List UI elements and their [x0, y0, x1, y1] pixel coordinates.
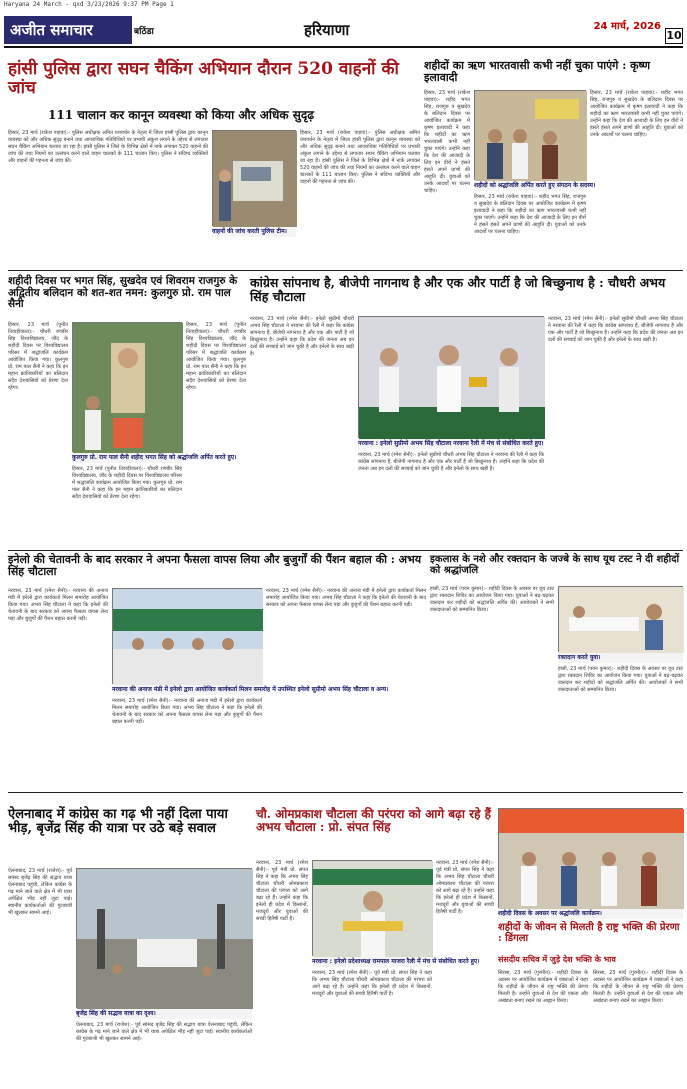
story-ellenabad [8, 808, 252, 1086]
news-photo [212, 130, 296, 226]
story-headline: ऐलनाबाद में कांग्रेस का गढ़ भी नहीं दिला पाया भीड़, बृजेंद्र सिंह की यात्रा पर उठे बड़े सवाल [8, 807, 228, 837]
issue-date: 24 मार्च, 2026 [593, 21, 661, 32]
story-headline: शहीदी दिवस पर भगत सिंह, सुखदेव एवं शिवराम राजगुरु के अद्वितीय बलिदान को शत-शत नमन: कुलगुरु प्रो. राम पाल सैनी [8, 275, 238, 311]
photo-caption: वाहनों की जांच करती पुलिस टीम। [212, 227, 296, 237]
story-body-mid: ऐलनाबाद, 23 मार्च (राजेश):- पूर्व सांसद बृजेंद्र सिंह की सद्भाव यात्रा ऐलनाबाद पहुंची, लेकिन कांग्रेस के गढ़ माने जाने वाले क्षेत्र में भी यात्रा अपेक्षित भीड़ नहीं जुटा पाई। स्थानीय कार्यकर्ताओं की गुटबाजी भी खुलकर सामने आई। [76, 1022, 252, 1042]
photo-caption: शहीदों को श्रद्धांजलि अर्पित करते हुए संगठन के सदस्य। [474, 182, 596, 189]
story-body-mid: हिसार, 23 मार्च (पुनीत तिवाड़ीवाला):- चौधरी रणबीर सिंह विश्वविद्यालय, जींद के शहीदी दिवस पर विश्वविद्यालय परिसर में श्रद्धांजलि कार्यक्रम आयोजित किया गया। कुलगुरु प्रो. राम पाल सैनी ने कहा कि इन महान क्रांतिकारियों का बलिदान सदैव देशवासियों को प्रेरणा देता रहेगा। [72, 466, 182, 500]
story-subhead: संसदीय सचिव में जुड़े देश भक्ति के भाव [498, 954, 616, 964]
story-body: हांसी, 23 मार्च (पवन कुमार):- शहीदी दिवस के अवसर पर यूथ टस्ट द्वारा रक्तदान शिविर का आयोजन किया गया। युवाओं ने बढ़-चढ़कर रक्तदान कर शहीदों को श्रद्धांजलि अर्पित की। आयोजकों ने सभी रक्तदाताओं को सम्मानित किया। [430, 586, 554, 613]
photo-caption: बृजेंद्र सिंह की सद्भाव यात्रा का दृश्य। [76, 1009, 252, 1019]
photo-caption: नरवाना : इनेलो प्रदेशाध्यक्ष रामपाल माजरा रैली में मंच से संबोधित करते हुए। [312, 958, 480, 965]
photo-caption: कुलगुरु प्रो. राम पाल सैनी शहीद भगत सिंह को श्रद्धांजलि अर्पित करते हुए। [72, 454, 237, 461]
story-body-right: नरवाना, 23 मार्च (रमेश सैनी):- पूर्व मंत्री प्रो. संपत सिंह ने कहा कि अभय सिंह चौटाला चौधरी ओमप्रकाश चौटाला की परंपरा को आगे बढ़ा रहे हैं। उन्होंने कहा कि इनेलो ही प्रदेश में किसानों, मजदूरों और युवाओं की सच्ची हितैषी पार्टी है। [436, 860, 495, 915]
story-headline: कांग्रेस सांपनाथ है, बीजेपी नागनाथ है और एक और पार्टी है जो बिच्छुनाथ है : चौधरी अभय सिंह चौटाला [250, 275, 666, 304]
story-body: हिसार, 23 मार्च (राकेश पाहवा):- शहीद भगत सिंह, राजगुरु व सुखदेव के बलिदान दिवस पर आयोजित कार्यक्रम में कृष्ण इलावादी ने कहा कि शहीदों का ऋण भारतवासी कभी नहीं चुका पाएंगे। उन्होंने कहा कि देश की आजादी के लिए इन वीरों ने हंसते हंसते अपने प्राणों की आहुति दी। युवाओं को उनके आदर्शों पर चलना चाहिए। [424, 90, 470, 194]
news-photo [498, 808, 683, 908]
story-body-right: नरवाना, 23 मार्च (रमेश सैनी):- इनेलो सुप्रीमो चौधरी अभय सिंह चौटाला ने नरवाना की रैली में कहा कि कांग्रेस सांपनाथ है, बीजेपी नागनाथ है और एक और पार्टी है जो बिच्छुनाथ है। उन्होंने कहा कि प्रदेश की जनता अब इन दलों की सच्चाई को जान चुकी है और इनेलो के साथ खड़ी है। [548, 316, 683, 343]
story-body-right: सिरसा, 23 मार्च (गुरमीत):- शहीदी दिवस के अवसर पर आयोजित कार्यक्रम में वक्ताओं ने कहा कि शहीदों के जीवन से राष्ट्र भक्ति की प्रेरणा मिलती है। उन्होंने युवाओं से देश की एकता और अखंडता बनाए रखने का आह्वान किया। [593, 970, 683, 1004]
story-body: सिरसा, 23 मार्च (गुरमीत):- शहीदी दिवस के अवसर पर आयोजित कार्यक्रम में वक्ताओं ने कहा कि शहीदों के जीवन से राष्ट्र भक्ति की प्रेरणा मिलती है। उन्होंने युवाओं से देश की एकता और अखंडता बनाए रखने का आह्वान किया। [498, 970, 588, 1004]
print-meta-line: Haryana 24 March - qxd 3/23/2026 9:37 PM Page 1 [4, 1, 174, 8]
story-shaheedi-diwas [8, 276, 246, 548]
masthead [4, 14, 683, 48]
news-photo [558, 586, 683, 652]
story-body: हिसार, 23 मार्च (राकेश पाहवा):- पुलिस अधीक्षक अमित यशवर्धन के नेतृत्व में जिला हांसी पुलिस द्वारा कानून व्यवस्था को और अधिक सुदृढ़ बनाने तथा आपराधिक गतिविधियों पर प्रभावी अंकुश लगाने के उद्देश्य से लगातार सघन चैकिंग अभियान चलाया जा रहा है। हांसी पुलिस ने जिले के विभिन्न क्षेत्रों में नाके लगाकर 520 वाहनों की जांच की तथा नियमों का उल्लंघन करने वाले वाहन चालकों के 111 चालान किए। पुलिस ने संदिग्ध व्यक्तियों और वाहनों की गहनता से जांच की। [8, 130, 208, 164]
story-headline: इनेलो की चेतावनी के बाद सरकार ने अपना फैसला वापस लिया और बुजुर्गों की पैंशन बहाल की : अभय सिंह चौटाला [8, 553, 422, 579]
story-body-mid: हिसार, 23 मार्च (राकेश पाहवा):- शहीद भगत सिंह, राजगुरु व सुखदेव के बलिदान दिवस पर आयोजित कार्यक्रम में कृष्ण इलावादी ने कहा कि शहीदों का ऋण भारतवासी कभी नहीं चुका पाएंगे। उन्होंने कहा कि देश की आजादी के लिए इन वीरों ने हंसते हंसते अपने प्राणों की आहुति दी। युवाओं को उनके आदर्शों पर चलना चाहिए। [474, 194, 586, 235]
story-body: हिसार, 23 मार्च (पुनीत तिवाड़ीवाला):- चौधरी रणबीर सिंह विश्वविद्यालय, जींद के शहीदी दिवस पर विश्वविद्यालय परिसर में श्रद्धांजलि कार्यक्रम आयोजित किया गया। कुलगुरु प्रो. राम पाल सैनी ने कहा कि इन महान क्रांतिकारियों का बलिदान सदैव देशवासियों को प्रेरणा देता रहेगा। [8, 322, 68, 391]
story-body-right: हिसार, 23 मार्च (राकेश पाहवा):- शहीद भगत सिंह, राजगुरु व सुखदेव के बलिदान दिवस पर आयोजित कार्यक्रम में कृष्ण इलावादी ने कहा कि शहीदों का ऋण भारतवासी कभी नहीं चुका पाएंगे। उन्होंने कहा कि देश की आजादी के लिए इन वीरों ने हंसते हंसते अपने प्राणों की आहुति दी। युवाओं को उनके आदर्शों पर चलना चाहिए। [590, 90, 683, 138]
story-body-right: हिसार, 23 मार्च (राकेश पाहवा):- पुलिस अधीक्षक अमित यशवर्धन के नेतृत्व में जिला हांसी पुलिस द्वारा कानून व्यवस्था को और अधिक सुदृढ़ बनाने तथा आपराधिक गतिविधियों पर प्रभावी अंकुश लगाने के उद्देश्य से लगातार सघन चैकिंग अभियान चलाया जा रहा है। हांसी पुलिस ने जिले के विभिन्न क्षेत्रों में नाके लगाकर 520 वाहनों की जांच की तथा नियमों का उल्लंघन करने वाले वाहन चालकों के 111 चालान किए। पुलिस ने संदिग्ध व्यक्तियों और वाहनों की गहनता से जांच की। [300, 130, 420, 185]
page-number: 10 [666, 29, 682, 42]
story-body: ऐलनाबाद, 23 मार्च (राजेश):- पूर्व सांसद बृजेंद्र सिंह की सद्भाव यात्रा ऐलनाबाद पहुंची, लेकिन कांग्रेस के गढ़ माने जाने वाले क्षेत्र में भी यात्रा अपेक्षित भीड़ नहीं जुटा पाई। स्थानीय कार्यकर्ताओं की गुटबाजी भी खुलकर सामने आई। [8, 868, 72, 916]
photo-caption: नरवाना की अनाज मंडी में इनेलो द्वारा आयोजित कार्यकर्ता मिलन समारोह में उपस्थित इनेलो सुप्रीमो अभय सिंह चौटाला व अन्य। [112, 686, 389, 693]
column-rule [8, 792, 683, 793]
story-subhead: 111 चालान कर कानून व्यवस्था को किया और अधिक सुदृढ़ [48, 108, 315, 122]
edition-city: बठिंडा [134, 27, 154, 37]
story-headline: शहीदों के जीवन से मिलती है राष्ट्र भक्ति की प्रेरणा : डिंगला [498, 922, 680, 944]
column-rule [8, 270, 683, 271]
story-youth-trust [430, 554, 683, 790]
column-rule [8, 550, 683, 551]
story-body-right: हिसार, 23 मार्च (पुनीत तिवाड़ीवाला):- चौधरी रणबीर सिंह विश्वविद्यालय, जींद के शहीदी दिवस पर विश्वविद्यालय परिसर में श्रद्धांजलि कार्यक्रम आयोजित किया गया। कुलगुरु प्रो. राम पाल सैनी ने कहा कि इन महान क्रांतिकारियों का बलिदान सदैव देशवासियों को प्रेरणा देता रहेगा। [186, 322, 246, 391]
story-body-right: हांसी, 23 मार्च (पवन कुमार):- शहीदी दिवस के अवसर पर यूथ टस्ट द्वारा रक्तदान शिविर का आयोजन किया गया। युवाओं ने बढ़-चढ़कर रक्तदान कर शहीदों को श्रद्धांजलि अर्पित की। आयोजकों ने सभी रक्तदाताओं को सम्मानित किया। [558, 666, 683, 693]
photo-caption: शहीदी दिवस के अवसर पर श्रद्धांजलि कार्यक्रम। [498, 909, 683, 919]
story-pension-bahal [8, 554, 426, 790]
story-hansi-police [8, 60, 420, 268]
story-body: नरवाना, 23 मार्च (रमेश सैनी):- पूर्व मंत्री प्रो. संपत सिंह ने कहा कि अभय सिंह चौटाला चौधरी ओमप्रकाश चौटाला की परंपरा को आगे बढ़ा रहे हैं। उन्होंने कहा कि इनेलो ही प्रदेश में किसानों, मजदूरों और युवाओं की सच्ची हितैषी पार्टी है। [256, 860, 308, 922]
news-photo [72, 322, 182, 452]
photo-caption: नरवाना : इनेलो सुप्रीमो अभय सिंह चौटाला नरवाना रैली में मंच से संबोधित करते हुए। [358, 440, 544, 447]
story-headline: हांसी पुलिस द्वारा सघन चैकिंग अभियान दौरान 520 वाहनों की जांच [8, 59, 399, 98]
story-body-right: नरवाना, 23 मार्च (रमेश सैनी):- नरवाना की अनाज मंडी में इनेलो द्वारा कार्यकर्ता मिलन समारोह आयोजित किया गया। अभय सिंह चौटाला ने कहा कि इनेलो की चेतावनी के बाद सरकार को अपना फैसला वापस लेना पड़ा और बुजुर्गों की पैंशन बहाल करनी पड़ी। [266, 588, 426, 608]
story-abhay-chautala-rally [250, 276, 683, 548]
news-photo [112, 588, 262, 684]
news-photo [358, 316, 544, 438]
story-headline: शहीदों का ऋण भारतवासी कभी नहीं चुका पाएंगे : कृष्ण इलावादी [424, 59, 651, 85]
story-body: नरवाना, 23 मार्च (रमेश सैनी):- नरवाना की अनाज मंडी में इनेलो द्वारा कार्यकर्ता मिलन समारोह आयोजित किया गया। अभय सिंह चौटाला ने कहा कि इनेलो की चेतावनी के बाद सरकार को अपना फैसला वापस लेना पड़ा और बुजुर्गों की पैंशन बहाल करनी पड़ी। [8, 588, 108, 622]
news-photo [474, 90, 586, 180]
photo-caption: रक्तदान करते युवा। [558, 653, 683, 663]
story-shaheed-rin [424, 60, 683, 268]
story-headline: चौ. ओमप्रकाश चौटाला की परंपरा को आगे बढ़ा रहे हैं अभय चौटाला : प्रो. संपत सिंह [256, 807, 491, 835]
story-body-mid: नरवाना, 23 मार्च (रमेश सैनी):- पूर्व मंत्री प्रो. संपत सिंह ने कहा कि अभय सिंह चौटाला चौधरी ओमप्रकाश चौटाला की परंपरा को आगे बढ़ा रहे हैं। उन्होंने कहा कि इनेलो ही प्रदेश में किसानों, मजदूरों और युवाओं की सच्ची हितैषी पार्टी है। [312, 970, 432, 997]
story-body: नरवाना, 23 मार्च (रमेश सैनी):- इनेलो सुप्रीमो चौधरी अभय सिंह चौटाला ने नरवाना की रैली में कहा कि कांग्रेस सांपनाथ है, बीजेपी नागनाथ है और एक और पार्टी है जो बिच्छुनाथ है। उन्होंने कहा कि प्रदेश की जनता अब इन दलों की सच्चाई को जान चुकी है और इनेलो के साथ खड़ी है। [250, 316, 354, 357]
story-headline: इकलास के नशे और रक्तदान के जज्बे के साथ यूथ टस्ट ने दी शहीदों को श्रद्धांजलि [430, 554, 680, 576]
story-body-mid: नरवाना, 23 मार्च (रमेश सैनी):- नरवाना की अनाज मंडी में इनेलो द्वारा कार्यकर्ता मिलन समारोह आयोजित किया गया। अभय सिंह चौटाला ने कहा कि इनेलो की चेतावनी के बाद सरकार को अपना फैसला वापस लेना पड़ा और बुजुर्गों की पैंशन बहाल करनी पड़ी। [112, 698, 262, 725]
news-photo [76, 868, 252, 1008]
story-sampat-singh [256, 808, 494, 1086]
story-dingla [498, 808, 683, 1086]
section-title: हरियाणा [304, 21, 350, 39]
story-body-mid: नरवाना, 23 मार्च (रमेश सैनी):- इनेलो सुप्रीमो चौधरी अभय सिंह चौटाला ने नरवाना की रैली में कहा कि कांग्रेस सांपनाथ है, बीजेपी नागनाथ है और एक और पार्टी है जो बिच्छुनाथ है। उन्होंने कहा कि प्रदेश की जनता अब इन दलों की सच्चाई को जान चुकी है और इनेलो के साथ खड़ी है। [358, 452, 544, 472]
news-photo [312, 860, 432, 956]
newspaper-brand: अजीत समाचार [4, 16, 132, 44]
